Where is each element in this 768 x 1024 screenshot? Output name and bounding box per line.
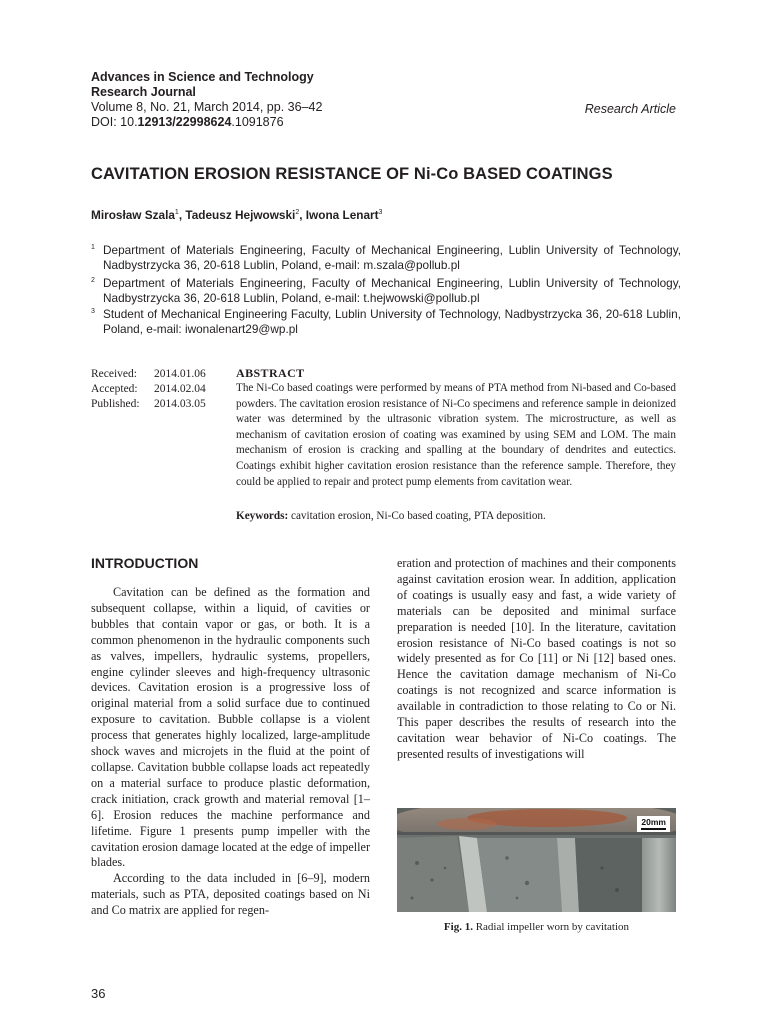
scale-line [641, 828, 666, 830]
author-affiliation-mark: 3 [378, 209, 383, 216]
left-column [91, 585, 370, 919]
article-type: Research Article [584, 102, 676, 116]
caption-text: Radial impeller worn by cavitation [475, 921, 630, 933]
affiliation-text: Student of Mechanical Engineering Faculty, Lublin University of Technology, Nadbystrzycka 36, 20-618 Lublin, Poland, e-mail: iwonalenart29@wp.pl [103, 307, 681, 336]
right-column [397, 556, 676, 763]
keywords-text: cavitation erosion, Ni-Co based coating, PTA deposition. [291, 510, 546, 522]
author-separator: , [299, 208, 306, 222]
affiliation-2 [91, 276, 681, 306]
affiliation-text: Department of Materials Engineering, Faculty of Mechanical Engineering, Lublin University of Technology, Nadbystrzycka 36, 20-618 Lublin, Poland, e-mail: m.szala@pollub.pl [103, 243, 681, 272]
author-name: Iwona Lenart [305, 208, 379, 222]
affiliation-number: 2 [91, 277, 95, 284]
doi[interactable]: DOI: 10.12913/22998624.1091876 [91, 115, 284, 129]
paragraph: According to the data included in [6–9], modern materials, such as PTA, deposited coatings based on Ni and Co matrix are applied for regen- [91, 871, 370, 918]
affiliation-number: 3 [91, 308, 95, 315]
affiliation-3 [91, 307, 681, 337]
figure-caption [397, 921, 676, 933]
volume-info: Volume 8, No. 21, March 2014, pp. 36–42 [91, 100, 323, 114]
affiliation-number: 1 [91, 244, 95, 251]
impeller-illustration [397, 808, 676, 912]
author-separator: , [178, 208, 186, 222]
introduction-heading: INTRODUCTION [91, 555, 199, 571]
journal-name-line1: Advances in Science and Technology [91, 70, 314, 84]
journal-info [91, 70, 451, 130]
author-name: Mirosław Szala [91, 208, 175, 222]
author-list [91, 208, 681, 222]
keywords [236, 510, 676, 522]
publication-dates [91, 367, 231, 412]
scale-label: 20mm [641, 817, 666, 827]
affiliation-text: Department of Materials Engineering, Faculty of Mechanical Engineering, Lublin University of Technology, Nadbystrzycka 36, 20-618 Lublin, Poland, e-mail: t.hejwowski@pollub.pl [103, 276, 681, 305]
paragraph: Cavitation can be defined as the formation and subsequent collapse, within a liquid, of cavities or bubbles that contain vapor or gas, or both. It is a common phenomenon in the hydraulic components such as valves, impellers, hydraulic systems, propellers, engine cylinder sleeves and high-frequency ultrasonic devices. Cavitation erosion is a progressive loss of original material from a solid surface due to continued exposure to cavitation. Bubble collapse is a violent process that generates highly localized, large-amplitude shock waves and microjets in the fluid at the point of collapse. Cavitation bubble collapse loads act repeatedly on a material surface to produce plastic deformation, crack initiation, crack growth and material removal [1–6]. Erosion reduces the machine performance and lifetime. Figure 1 presents pump impeller with the cavitation erosion damage located at the edge of impeller blades. [91, 585, 370, 870]
paper-title: CAVITATION EROSION RESISTANCE OF Ni-Co BASED COATINGS [91, 165, 613, 183]
scale-bar [637, 816, 670, 832]
author-affiliation-mark: 1 [174, 209, 179, 216]
published-label: Published: [91, 398, 140, 410]
caption-label: Fig. 1. [443, 921, 473, 933]
paragraph: eration and protection of machines and their components against cavitation erosion wear. In addition, application of coatings is usually easy and fast, a wide variety of materials can be deposited and minimal surface preparation is needed [10]. In the literature, cavitation erosion resistance of Ni-Co based coatings is not so widely presented as for Co [11] or Ni [12] based ones. Hence the cavitation damage mechanism of Ni-Co coatings is not recognized and scarce information is available in contradiction to those relating to Co or Ni. This paper describes the results of research into the cavitation wear behavior of Ni-Co coatings. The presented results of investigations will [397, 556, 676, 761]
published-date: 2014.03.05 [154, 398, 206, 410]
received-label: Received: [91, 368, 137, 380]
affiliation-1 [91, 243, 681, 273]
accepted-date: 2014.02.04 [154, 383, 206, 395]
accepted-label: Accepted: [91, 383, 138, 395]
figure-1-photo [397, 808, 676, 912]
received-date: 2014.01.06 [154, 368, 206, 380]
author-name: Tadeusz Hejwowski [185, 208, 296, 222]
abstract-text: The Ni-Co based coatings were performed by means of PTA method from Ni-based and Co-based powders. The cavitation erosion resistance of Ni-Co specimens and reference sample in deionized water was determined by the ultrasonic vibration system. The microstructure, as well as mechanism of cavitation erosion of coating was examined by using SEM and LOM. The main mechanism of erosion is cracking and spalling at the boundary of dendrites and eutectics. Coatings exhibit higher cavitation erosion resistance than the reference sample. Therefore, they could be applied to repair and protect pump elements from cavitation wear. [236, 382, 676, 488]
journal-name-line2: Research Journal [91, 85, 196, 99]
abstract-heading: ABSTRACT [236, 366, 305, 380]
page-number: 36 [91, 986, 106, 1001]
author-affiliation-mark: 2 [295, 209, 300, 216]
keywords-label: Keywords: [236, 510, 289, 522]
